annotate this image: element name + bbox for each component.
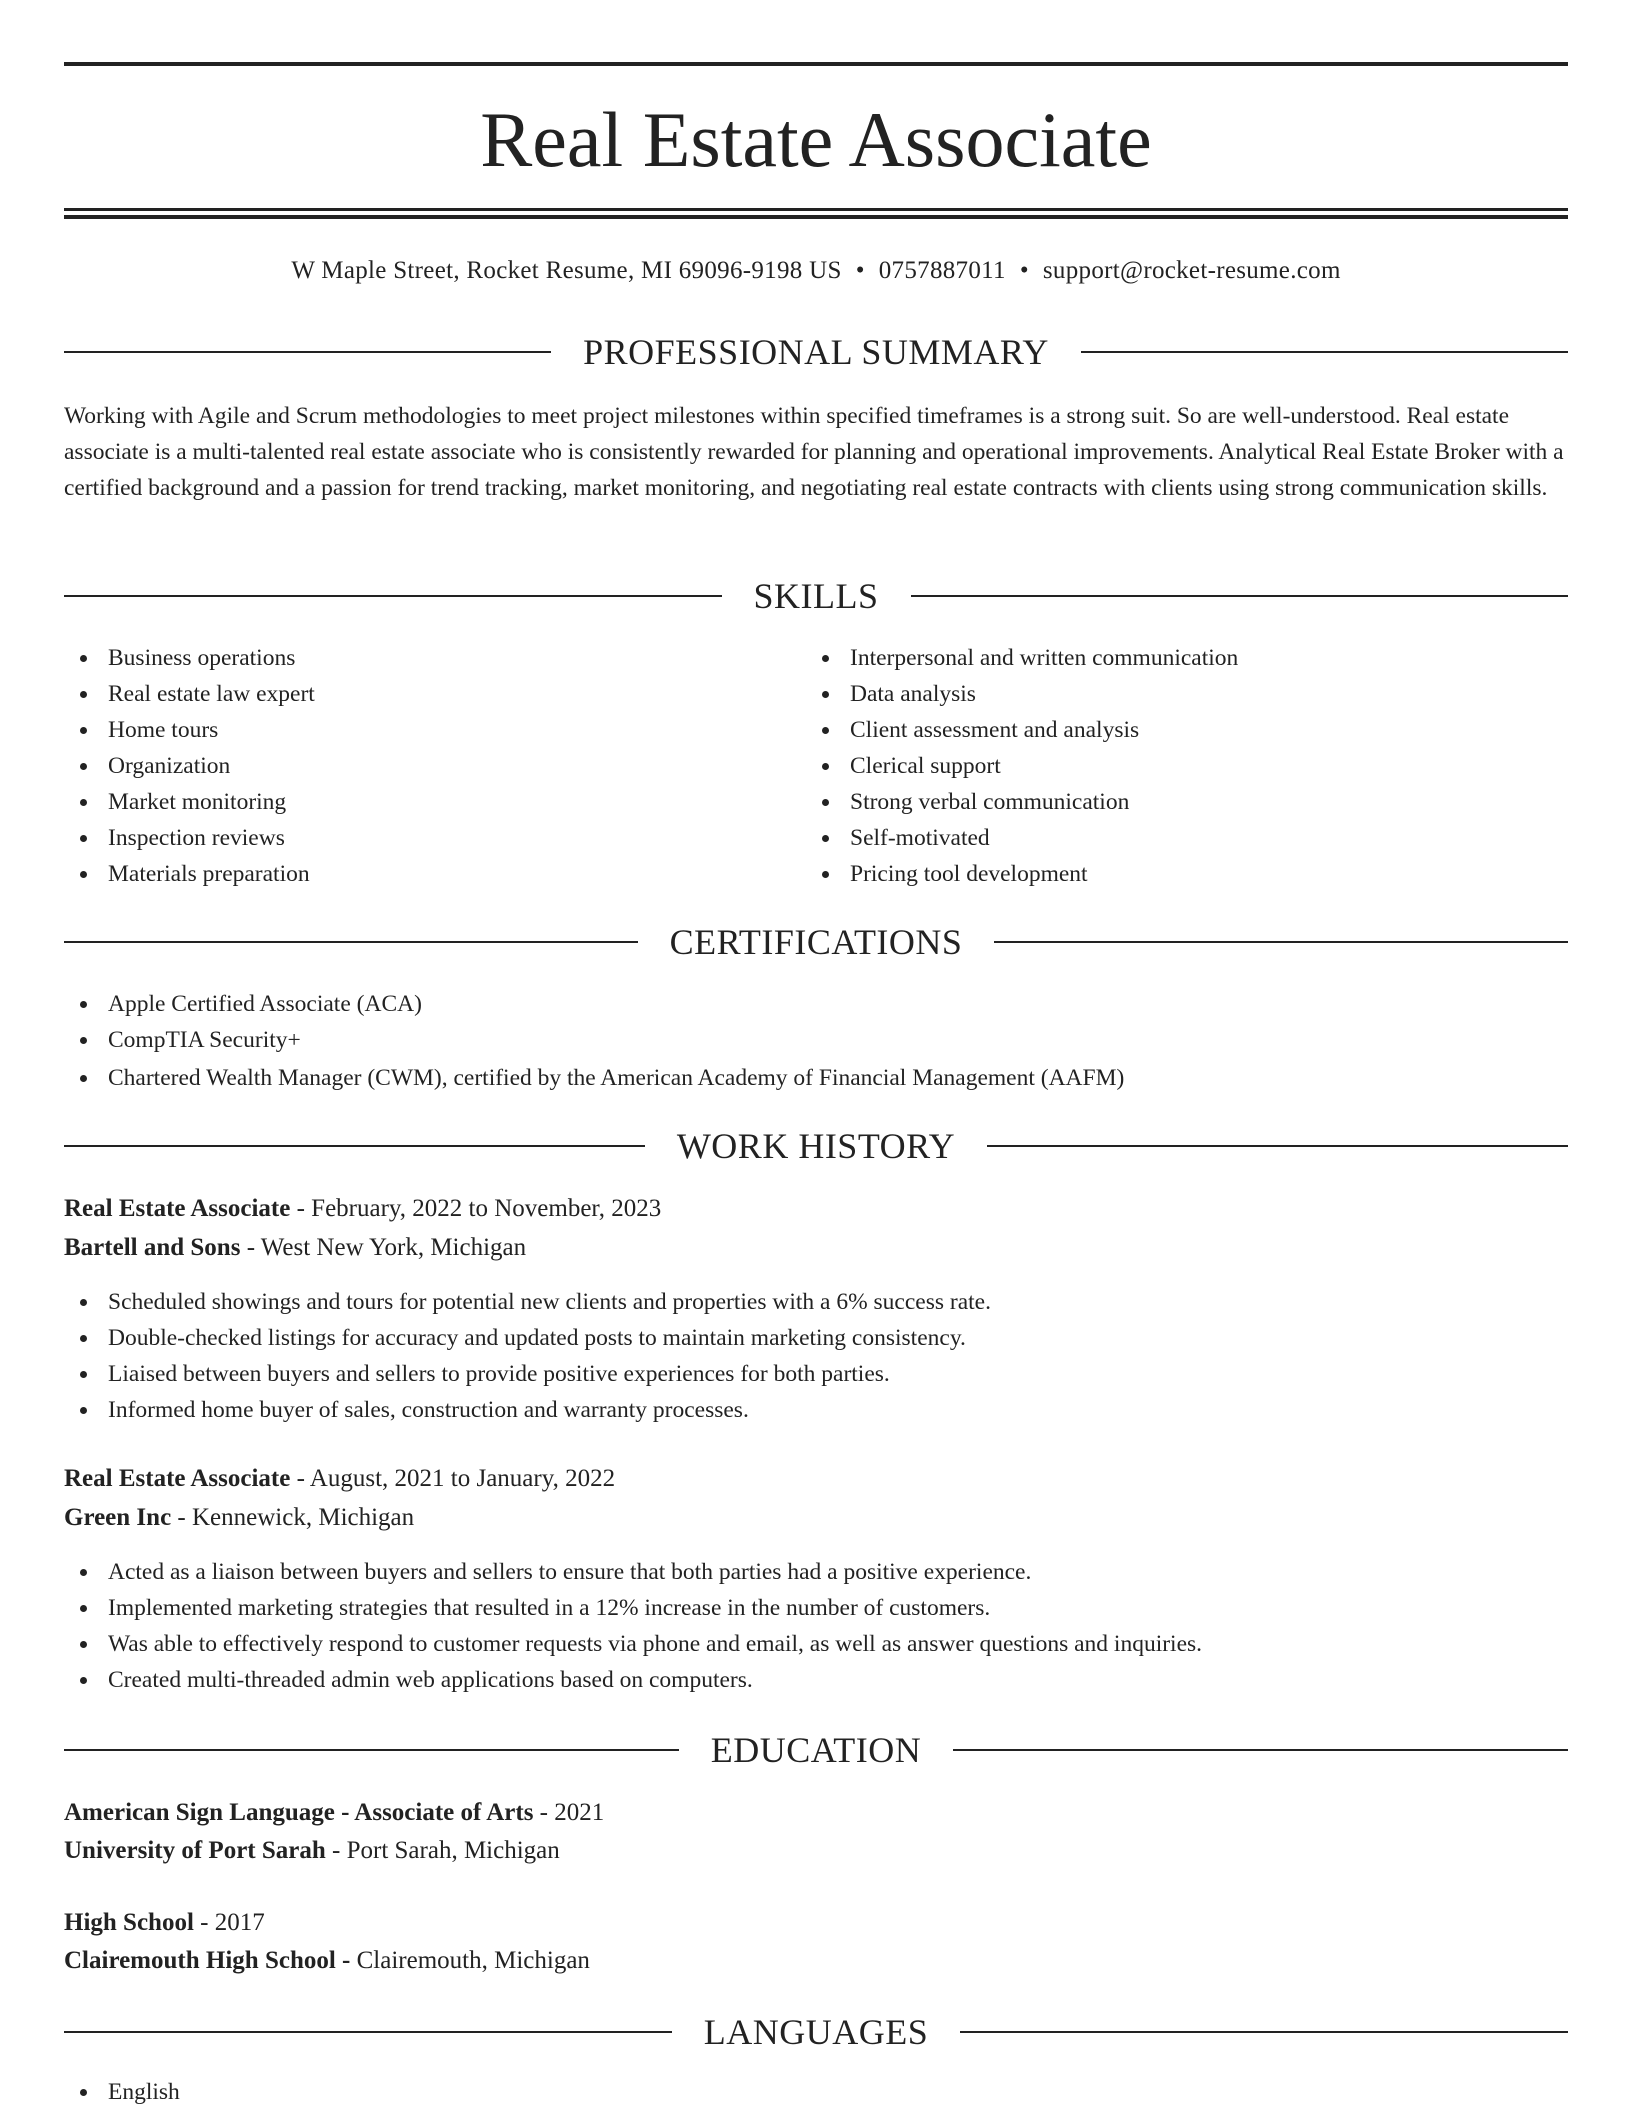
skill-item: Interpersonal and written communication xyxy=(806,640,1238,676)
education-location: - Port Sarah, Michigan xyxy=(325,1837,560,1864)
education-heading-text: EDUCATION xyxy=(710,1730,922,1770)
skill-item: Inspection reviews xyxy=(64,820,315,856)
education-degree-line xyxy=(64,1904,1568,1942)
certification-item: Apple Certified Associate (ACA) xyxy=(64,986,1124,1022)
education-degree-line xyxy=(64,1794,1568,1832)
job-title-line xyxy=(64,1190,1568,1228)
languages-heading xyxy=(64,2010,1568,2054)
skills-list-left xyxy=(64,640,315,892)
education-school: University of Port Sarah xyxy=(64,1837,326,1864)
certification-item: Chartered Wealth Manager (CWM), certified by the American Academy of Financial Management (AAFM) xyxy=(64,1060,1124,1096)
skills-list-right xyxy=(806,640,1238,892)
certifications-heading-text: CERTIFICATIONS xyxy=(669,922,963,962)
heading-rule xyxy=(64,595,722,597)
summary-heading-text: PROFESSIONAL SUMMARY xyxy=(583,332,1049,372)
heading-rule xyxy=(64,1749,679,1751)
heading-rule xyxy=(911,595,1569,597)
heading-rule xyxy=(64,1145,645,1147)
job-title-line xyxy=(64,1460,1568,1498)
skill-item: Market monitoring xyxy=(64,784,315,820)
education-year: - 2017 xyxy=(193,1909,265,1936)
summary-text: Working with Agile and Scrum methodologies to meet project milestones within specified timeframes is a strong suit. So are well-understood. Real estate associate is a multi-talented real estate associate who is consistently rewarded for planning and operational improvements. Analytical Real Estate Broker with a certified background and a passion for trend tracking, market monitoring, and negotiating real estate contracts with clients using strong communication skills. xyxy=(64,403,1564,501)
contact-address: W Maple Street, Rocket Resume, MI 69096-9198 US xyxy=(291,257,842,284)
skill-item: Organization xyxy=(64,748,315,784)
job-dates: - February, 2022 to November, 2023 xyxy=(290,1195,662,1222)
skill-item: Pricing tool development xyxy=(806,856,1238,892)
contact-phone: 0757887011 xyxy=(878,257,1006,284)
heading-rule xyxy=(64,941,638,943)
work-heading-text: WORK HISTORY xyxy=(676,1126,956,1166)
education-school-line xyxy=(64,1942,1568,1980)
heading-rule xyxy=(953,1749,1568,1751)
job-bullet: Double-checked listings for accuracy and updated posts to maintain marketing consistency. xyxy=(64,1320,991,1356)
education-school: Clairemouth High School - xyxy=(64,1947,351,1974)
skill-item: Materials preparation xyxy=(64,856,315,892)
job-location: - Kennewick, Michigan xyxy=(171,1504,415,1531)
education-degree: American Sign Language - Associate of Arts xyxy=(64,1799,534,1826)
heading-rule xyxy=(1081,351,1568,353)
job-bullet: Was able to effectively respond to customer requests via phone and email, as well as answer questions and inquiries. xyxy=(64,1626,1202,1662)
top-rule xyxy=(64,62,1568,66)
education-heading xyxy=(64,1728,1568,1772)
job-bullet: Created multi-threaded admin web applications based on computers. xyxy=(64,1662,1202,1698)
job-bullet: Scheduled showings and tours for potential new clients and properties with a 6% success rate. xyxy=(64,1284,991,1320)
job-company: Green Inc xyxy=(64,1504,172,1531)
education-location: Clairemouth, Michigan xyxy=(350,1947,590,1974)
job-bullets xyxy=(64,1284,991,1428)
job-dates: - August, 2021 to January, 2022 xyxy=(290,1465,616,1492)
skill-item: Business operations xyxy=(64,640,315,676)
contact-line xyxy=(64,254,1568,288)
skill-item: Real estate law expert xyxy=(64,676,315,712)
certifications-heading xyxy=(64,920,1568,964)
resume-title: Real Estate Associate xyxy=(480,96,1152,183)
title-double-rule xyxy=(64,208,1568,219)
languages-list xyxy=(64,2074,180,2110)
summary-heading xyxy=(64,330,1568,374)
skills-heading xyxy=(64,574,1568,618)
job-location: - West New York, Michigan xyxy=(240,1234,527,1261)
skill-item: Self-motivated xyxy=(806,820,1238,856)
contact-separator: • xyxy=(855,257,865,284)
education-degree: High School xyxy=(64,1909,194,1936)
job-bullet: Liaised between buyers and sellers to provide positive experiences for both parties. xyxy=(64,1356,991,1392)
skill-item: Data analysis xyxy=(806,676,1238,712)
certifications-list xyxy=(64,986,1124,1096)
language-item: English xyxy=(64,2074,180,2110)
job-company: Bartell and Sons xyxy=(64,1234,241,1261)
languages-heading-text: LANGUAGES xyxy=(703,2012,929,2052)
job-bullets xyxy=(64,1554,1202,1698)
job-company-line xyxy=(64,1229,1568,1267)
skill-item: Clerical support xyxy=(806,748,1238,784)
job-bullet: Informed home buyer of sales, construction and warranty processes. xyxy=(64,1392,991,1428)
heading-rule xyxy=(64,2031,672,2033)
job-company-line xyxy=(64,1499,1568,1537)
education-year: - 2021 xyxy=(533,1799,605,1826)
work-heading xyxy=(64,1124,1568,1168)
skill-item: Client assessment and analysis xyxy=(806,712,1238,748)
heading-rule xyxy=(987,1145,1568,1147)
job-bullet: Implemented marketing strategies that resulted in a 12% increase in the number of customers. xyxy=(64,1590,1202,1626)
certification-item: CompTIA Security+ xyxy=(64,1022,1124,1058)
skill-item: Strong verbal communication xyxy=(806,784,1238,820)
education-school-line xyxy=(64,1832,1568,1870)
job-title: Real Estate Associate xyxy=(64,1195,291,1222)
contact-email[interactable]: support@rocket-resume.com xyxy=(1042,257,1341,284)
heading-rule xyxy=(994,941,1568,943)
skill-item: Home tours xyxy=(64,712,315,748)
heading-rule xyxy=(960,2031,1568,2033)
heading-rule xyxy=(64,351,551,353)
contact-separator: • xyxy=(1019,257,1029,284)
job-bullet: Acted as a liaison between buyers and sellers to ensure that both parties had a positive experience. xyxy=(64,1554,1202,1590)
skills-heading-text: SKILLS xyxy=(753,576,879,616)
job-title: Real Estate Associate xyxy=(64,1465,291,1492)
